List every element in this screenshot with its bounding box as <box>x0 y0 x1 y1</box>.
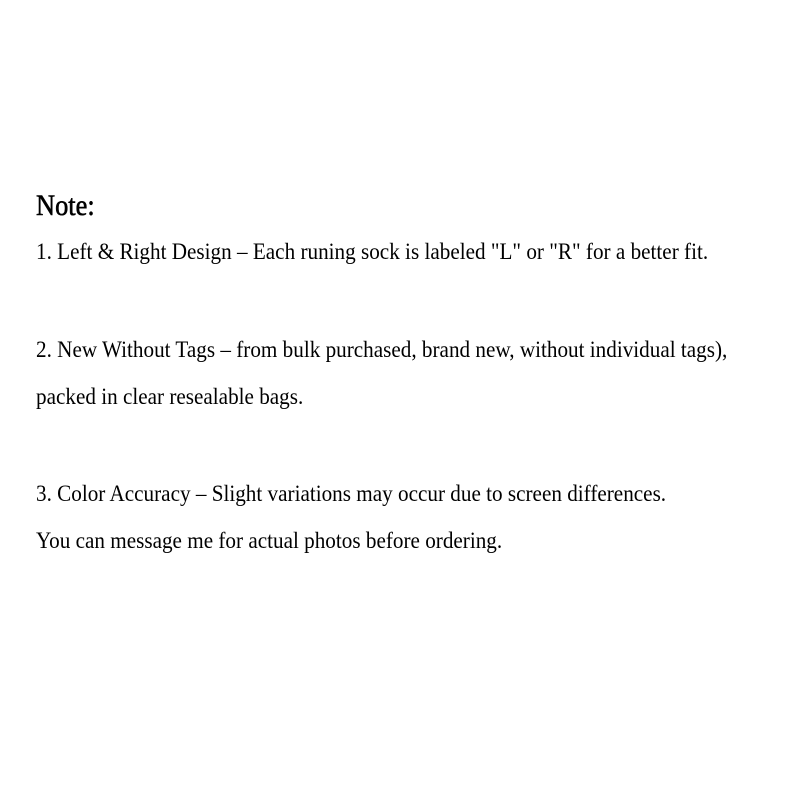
note-3-line-2: You can message me for actual photos before ordering. <box>36 528 503 553</box>
note-1-line-1: 1. Left & Right Design – Each runing sock is labeled "L" or "R" for a better fit. <box>36 239 709 264</box>
note-2-line-1: 2. New Without Tags – from bulk purchased, brand new, without individual tags), <box>36 337 728 362</box>
note-heading: Note: <box>36 189 95 222</box>
note-3-line-1: 3. Color Accuracy – Slight variations may occur due to screen differences. <box>36 481 667 506</box>
note-2-line-2: packed in clear resealable bags. <box>36 384 304 409</box>
